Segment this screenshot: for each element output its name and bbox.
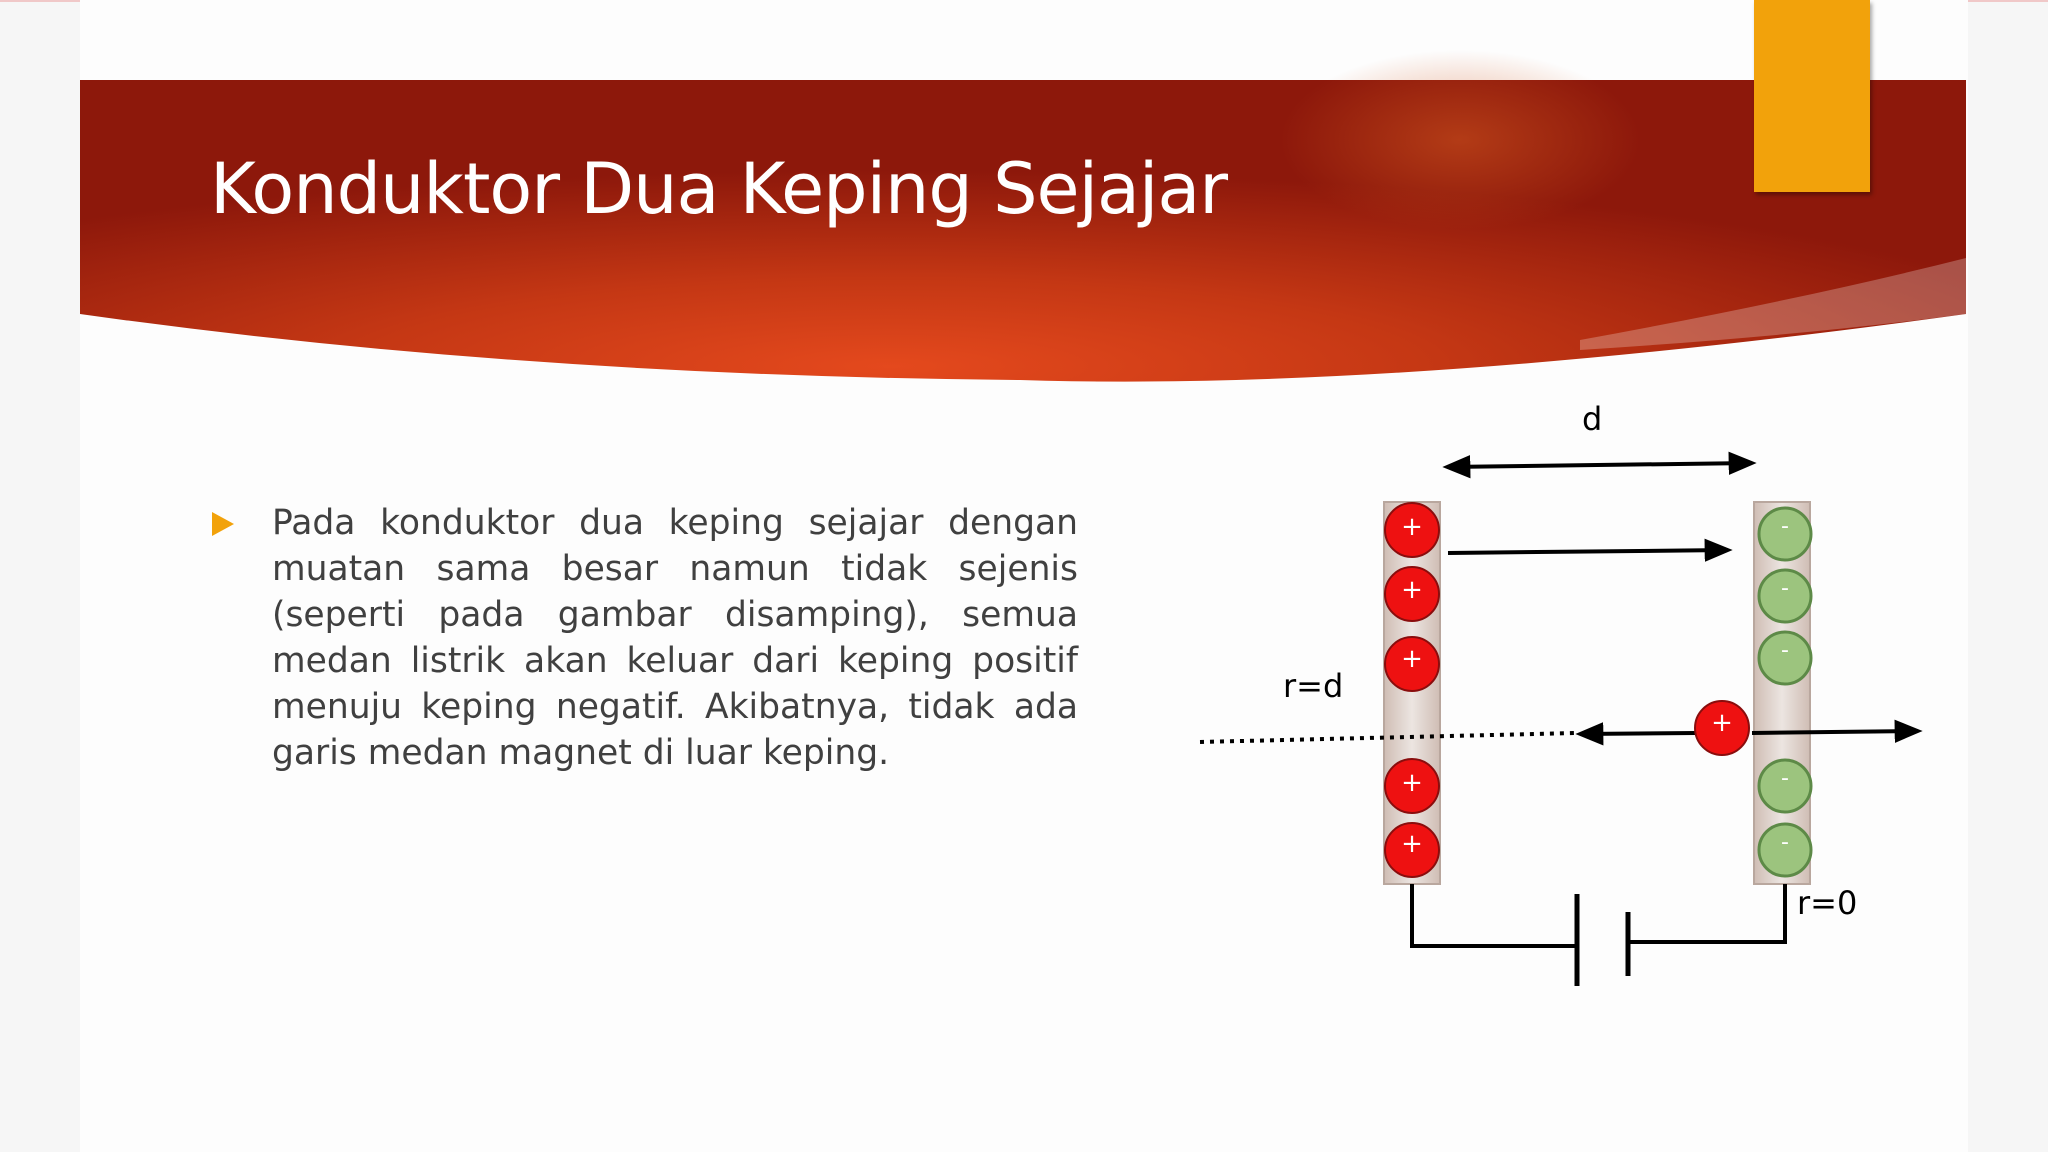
bullet-item-text: Pada konduktor dua keping sejajar dengan muatan sama besar namun tidak sejenis (seperti pada gambar disamping), semua medan listrik akan keluar dari keping positif menuju keping negatif. Akibatnya, tidak ada garis medan magnet di luar keping.: [272, 503, 1078, 773]
field-arrow-right: [1752, 731, 1918, 733]
bullet-list: [212, 500, 1078, 776]
field-arrow-left: [1580, 733, 1696, 734]
svg-text:-: -: [1781, 514, 1789, 539]
svg-text:-: -: [1781, 766, 1789, 791]
negative-charge: [1759, 824, 1811, 876]
label-r-equals-d: r=d: [1283, 667, 1344, 705]
svg-text:+: +: [1401, 644, 1423, 674]
svg-text:+: +: [1401, 829, 1423, 859]
negative-charge: [1759, 760, 1811, 812]
svg-text:-: -: [1781, 638, 1789, 663]
positive-charge: [1385, 759, 1439, 813]
label-d: d: [1582, 400, 1603, 438]
svg-text:+: +: [1711, 708, 1733, 738]
svg-text:-: -: [1781, 576, 1789, 601]
positive-charge: [1385, 567, 1439, 621]
circuit-wire-left: [1412, 884, 1576, 946]
svg-text:-: -: [1781, 830, 1789, 855]
label-r-equals-0: r=0: [1797, 884, 1858, 922]
negative-charge: [1759, 508, 1811, 560]
positive-charge: [1385, 823, 1439, 877]
field-arrow-between-plates: [1448, 550, 1728, 553]
circuit-wire-right: [1628, 884, 1785, 942]
distance-arrow: [1447, 463, 1752, 467]
svg-text:+: +: [1401, 768, 1423, 798]
parallel-plate-diagram: [1150, 380, 1950, 1000]
banner-glow: [1280, 50, 1640, 230]
accent-tab: [1754, 0, 1870, 192]
positive-charge: [1385, 637, 1439, 691]
svg-text:+: +: [1401, 575, 1423, 605]
test-charge: [1695, 701, 1749, 755]
positive-charge: [1385, 503, 1439, 557]
negative-charge: [1759, 632, 1811, 684]
negative-charge: [1759, 570, 1811, 622]
svg-text:+: +: [1401, 512, 1423, 542]
bullet-arrow-icon: [212, 512, 234, 536]
slide-title: Konduktor Dua Keping Sejajar: [210, 148, 1228, 230]
